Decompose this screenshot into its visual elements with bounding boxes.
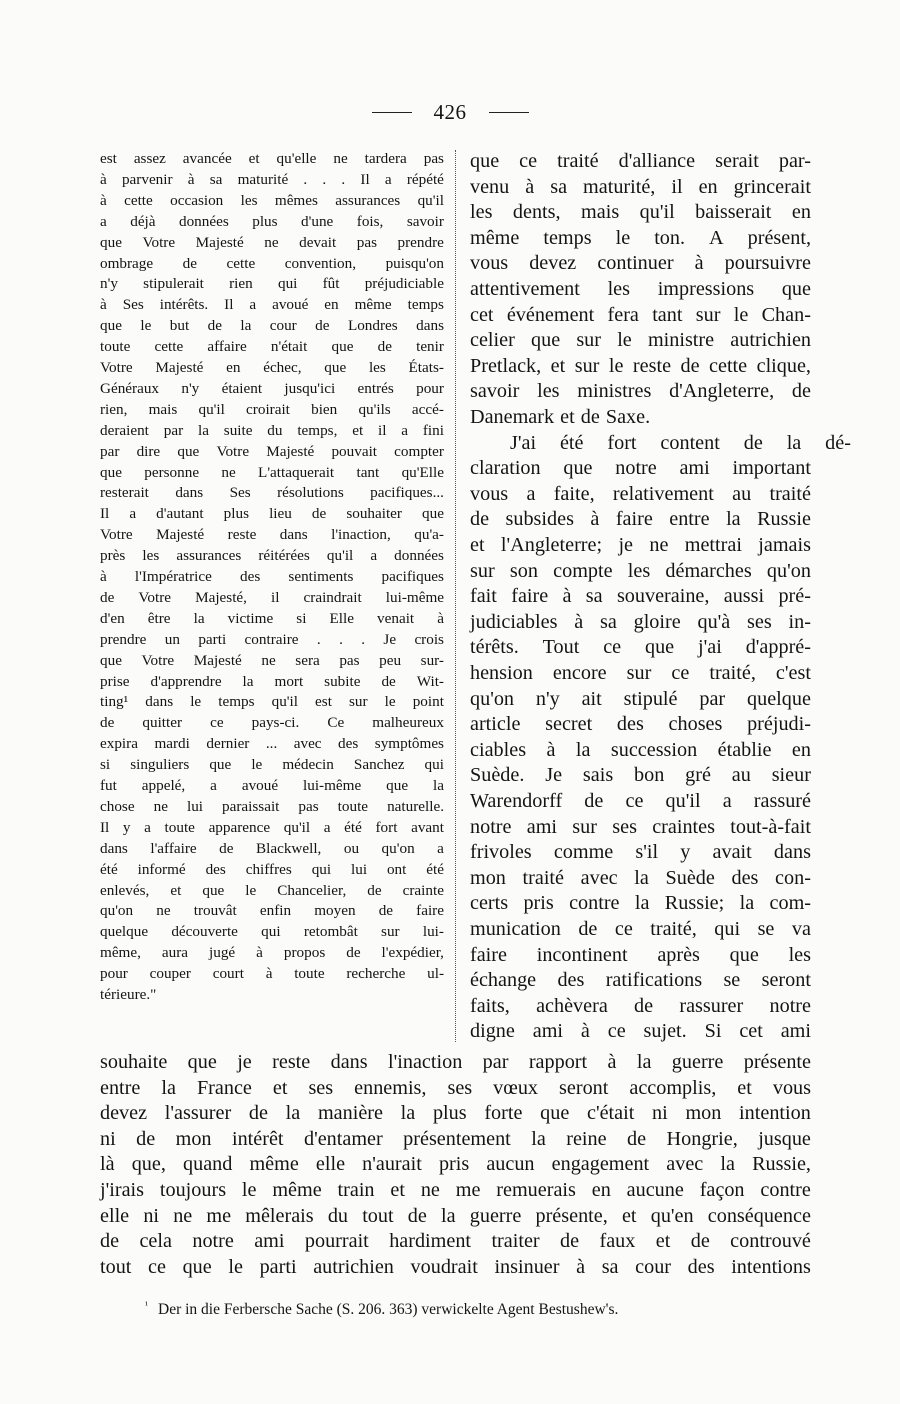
right-column-line: que ce traité d'alliance serait par- xyxy=(470,150,811,172)
left-column-line: prendre un parti contraire . . . Je crois xyxy=(100,630,444,648)
right-column-line: ciables à la succession établie en xyxy=(470,738,811,761)
left-column-line: est assez avancée et qu'elle ne tardera pas xyxy=(100,150,444,167)
left-column-line: pour couper court à toute recherche ul- xyxy=(100,965,444,983)
left-column-line: été informé des chiffres qui lui ont été xyxy=(100,860,444,878)
footnote-marker: ¹ xyxy=(145,1300,148,1311)
right-column-line: hension encore sur ce traité, c'est xyxy=(470,662,811,684)
left-column-line: par dire que Votre Majesté pouvait compter xyxy=(100,442,444,460)
right-column-line: Pretlack, et sur le reste de cette clique, xyxy=(470,354,811,377)
full-width-line: devez l'assurer de la manière la plus forte que c'était ni mon intention xyxy=(100,1102,811,1125)
left-column-line: ombrage de cette convention, puisqu'on xyxy=(100,254,444,272)
full-width-line: de cela notre ami pourrait hardiment traiter de faux et de controuvé xyxy=(100,1230,811,1253)
right-column-line: certs pris contre la Russie; la com- xyxy=(470,892,811,915)
left-column-line: chose ne lui paraissait pas toute naturelle. xyxy=(100,797,444,815)
full-width-line: j'irais toujours le même train et ne me remuerais en aucune façon contre xyxy=(100,1179,811,1201)
right-column-line: savoir les ministres d'Angleterre, de xyxy=(470,380,811,403)
full-width-line: souhaite que je reste dans l'inaction par rapport à la guerre présente xyxy=(100,1051,811,1073)
header-rule-left xyxy=(372,112,412,113)
right-column-line: munication de ce traité, qui se va xyxy=(470,918,811,940)
full-width-line: ni de mon intérêt d'entamer présentement la reine de Hongrie, jusque xyxy=(100,1127,811,1150)
right-column-line: Warendorff de ce qu'il a rassuré xyxy=(470,790,811,812)
left-column-line: fut appelé, a avoué lui-même que la xyxy=(100,777,444,794)
left-column-line: a déjà données plus d'une fois, savoir xyxy=(100,212,444,230)
header-rule-right xyxy=(489,112,529,113)
left-column-line: toute cette affaire n'était que de tenir xyxy=(100,338,444,356)
full-width-line: tout ce que le parti autrichien voudrait insinuer à sa cour des intentions xyxy=(100,1255,811,1278)
left-column-line: que personne ne L'attaquerait tant qu'Elle xyxy=(100,463,444,481)
page-number: 426 xyxy=(433,100,467,124)
left-column-line: enlevés, et que le Chancelier, de crainte xyxy=(100,881,444,899)
left-column-line: d'en être la victime si Elle venait à xyxy=(100,609,444,627)
left-column-line: Votre Majesté en échec, que les États- xyxy=(100,359,444,376)
right-column-line: venu à sa maturité, il en grincerait xyxy=(470,175,811,198)
right-column-line: attentivement les impressions que xyxy=(470,278,811,300)
left-column-line: prise d'apprendre la mort subite de Wit- xyxy=(100,672,444,690)
left-column-line: expira mardi dernier ... avec des symptômes xyxy=(100,735,444,753)
left-column-line: Votre Majesté reste dans l'inaction, qu'a- xyxy=(100,526,444,544)
left-column-line: de Votre Majesté, il craindrait lui-même xyxy=(100,588,444,606)
right-column-line: judiciables à sa gloire qu'à ses in- xyxy=(470,610,811,633)
left-column-line: que Votre Majesté ne sera pas peu sur- xyxy=(100,651,444,669)
right-column-line: vous devez continuer à poursuivre xyxy=(470,252,811,275)
right-column-line: cet événement fera tant sur le Chan- xyxy=(470,303,811,326)
left-column-line: resterait dans Ses résolutions pacifiques... xyxy=(100,484,444,502)
left-column-line: quelque découverte qui retombât sur lui- xyxy=(100,923,444,941)
left-column-line: Il y a toute apparence qu'il a été fort avant xyxy=(100,818,444,836)
left-column-line: ting¹ dans le temps qu'il est sur le point xyxy=(100,693,444,711)
right-column-line: notre ami sur ses craintes tout-à-fait xyxy=(470,815,811,838)
right-column-line: qu'on n'y ait stipulé par quelque xyxy=(470,687,811,710)
left-column-line: à Ses intérêts. Il a avoué en même temps xyxy=(100,296,444,314)
right-column-line: Suède. Je sais bon gré au sieur xyxy=(470,764,811,787)
right-column-line: article secret des choses préjudi- xyxy=(470,713,811,736)
right-column-line: fait faire à sa souveraine, aussi pré- xyxy=(470,585,811,608)
full-width-line: entre la France et ses ennemis, ses vœux seront accomplis, et vous xyxy=(100,1076,811,1099)
right-column-line: échange des ratifications se seront xyxy=(470,969,811,992)
full-width-line: là que, quand même elle n'aurait pris aucun engagement avec la Russie, xyxy=(100,1153,811,1176)
right-column-line: digne ami à ce sujet. Si cet ami xyxy=(470,1020,811,1043)
left-column-line: de quitter ce pays-ci. Ce malheureux xyxy=(100,714,444,732)
left-column-line: rien, mais qu'il croirait bien qu'ils accé- xyxy=(100,400,444,418)
right-column-line: sur son compte les démarches qu'on xyxy=(470,559,811,582)
right-column-line: vous a faite, relativement au traité xyxy=(470,482,811,505)
left-column-line: si singuliers que le médecin Sanchez qui xyxy=(100,756,444,774)
right-column-line: faits, achèvera de rassurer notre xyxy=(470,994,811,1017)
right-column-line: faire incontinent après que les xyxy=(470,943,811,966)
left-column-line: térieure." xyxy=(100,986,157,1003)
left-column-line: n'y stipulerait rien qui fût préjudiciable xyxy=(100,275,444,293)
right-column-line: J'ai été fort content de la dé- xyxy=(510,431,851,454)
left-column-line: à cette occasion les mêmes assurances qu'il xyxy=(100,191,444,209)
footnote xyxy=(145,1295,815,1321)
full-width-line: elle ni ne me mêlerais du tout de la guerre présente, et qu'en conséquence xyxy=(100,1204,811,1227)
left-column-line: qu'on ne trouvât enfin moyen de faire xyxy=(100,902,444,920)
right-column-line: les dents, mais qu'il baisserait en xyxy=(470,201,811,224)
left-column-line: à l'Impératrice des sentiments pacifiques xyxy=(100,568,444,585)
right-column-line: même temps le ton. A présent, xyxy=(470,226,811,249)
right-column-line: frivoles comme s'il y avait dans xyxy=(470,841,811,864)
left-column-line: dans l'affaire de Blackwell, ou qu'on a xyxy=(100,839,444,857)
right-column-line: et l'Angleterre; je ne mettrai jamais xyxy=(470,534,811,556)
left-column-line: que le but de la cour de Londres dans xyxy=(100,317,444,335)
right-column-line: celier que sur le ministre autrichien xyxy=(470,329,811,352)
left-column-line: même, aura jugé à propos de l'expédier, xyxy=(100,944,444,962)
left-column-line: deraient par la suite du temps, et il a fini xyxy=(100,421,444,439)
right-column-line: claration que notre ami important xyxy=(470,457,811,480)
footnote-text: Der in die Ferbersche Sache (S. 206. 363) verwickelte Agent Bestushew's. xyxy=(158,1301,619,1319)
left-column-line: près les assurances réitérées qu'il a données xyxy=(100,547,444,565)
right-column-line: de subsides à faire entre la Russie xyxy=(470,508,811,531)
page-header xyxy=(0,100,900,125)
right-column-line: térêts. Tout ce que j'ai d'appré- xyxy=(470,636,811,659)
column-divider xyxy=(455,150,456,1042)
left-column-line: Généraux n'y étaient jusqu'ici entrés pour xyxy=(100,379,444,397)
right-column-line: Danemark et de Saxe. xyxy=(470,406,651,428)
left-column-line: que Votre Majesté ne devait pas prendre xyxy=(100,233,444,251)
right-column-line: mon traité avec la Suède des con- xyxy=(470,866,811,889)
left-column-line: Il a d'autant plus lieu de souhaiter que xyxy=(100,505,444,523)
left-column-line: à parvenir à sa maturité . . . Il a répété xyxy=(100,170,444,188)
